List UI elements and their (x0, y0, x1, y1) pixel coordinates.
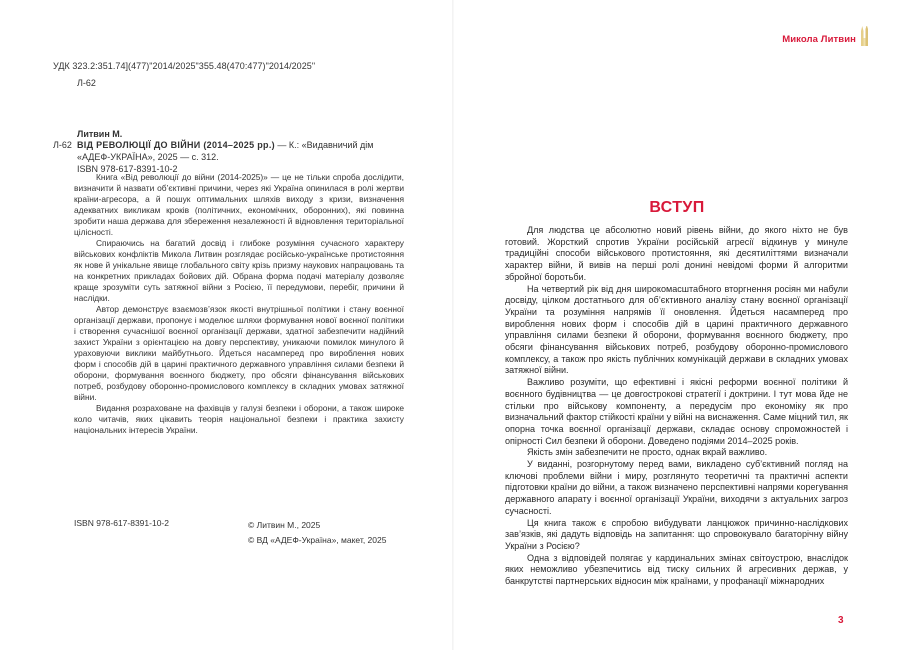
body-paragraph: Ця книга також є спробою вибудувати ланцюжок причинно-наслідкових зав’язків, які дадуть відповідь на запитання: що спровокувало багаторічну війну України з Росією? (505, 517, 848, 551)
body-paragraph: Для людства це абсолютно новий рівень війни, до якого ніхто не був готовий. Жорсткий спротив України російській агресії відкинув у минуле традиційні способи військового протистояння, які десятиліттями визначали характер війни, й вивів на перші ролі донині невідомі форми й алгоритми збройної боротьби. (505, 225, 848, 282)
annotation-paragraph: Книга «Від революції до війни (2014-2025)» — це не тільки спроба дослідити, визначити й назвати об’єктивні причини, через які Україна опинилася в ролі жертви країни-агресора, а й пошук оптимальних шляхів виходу з кризи, визначення адекватних викликам кроків (політичних, економічних, оборонних), які повинна зробити наша держава для збереження незалежності й відновлення територіальної цілісності. (74, 172, 404, 237)
running-head-author: Микола Литвин (782, 34, 856, 45)
intro-body (505, 225, 848, 588)
isbn-footer: ISBN 978-617-8391-10-2 (74, 518, 169, 528)
body-paragraph: На четвертий рік від дня широкомасштабного вторгнення росіян ми набули досвіду, цілком достатнього для об’єктивного аналізу стану воєнної організації України та розуміння напрямів її оновлення. Йдеться насамперед про вироблення нових форм і способів дій в царині практичного державного управління силами безпеки й оборони, формування воєнного бюджету, про обсяги фінансування військових потреб, розбудову оборонно-промислового комплексу, а також про якість публічних комунікацій держави в складних умовах затяжної війни. (505, 283, 848, 376)
body-paragraph: Одна з відповідей полягає у кардинальних змінах світоустрою, внаслідок яких неможливо убезпечитись від тиску сильних й агресивних держав, у банкрутстві партнерських відносин між країнами, у профанації міжнародних (505, 552, 848, 587)
body-paragraph: У виданні, розгорнутому перед вами, викладено суб’єктивний погляд на ключові проблеми війни і миру, розглянуто теоретичні та практичні аспекти підготовки країни до війни, а також визначено перспективні напрями корегування державного апарату і воєнної організації України, виходячи з актуальних загроз сучасності. (505, 459, 848, 516)
annotation-paragraph: Автор демонструє взаємозв’язок якості внутрішньої політики і стану воєнної організації держави, пропонує і моделює шляхи формування нової воєнної політики і створення сучаснішої воєнної організації держави, здатної забезпечити надійний захист України з орієнтацією на довгу перспективу, уникаючи помилок минулого й ураховуючи виклики майбутнього. Йдеться насамперед про вироблення нових форм і способів дій в царині практичного державного управління силами безпеки й оборони, формування воєнного бюджету, про обсяги фінансування військових потреб, розбудову оборонно-промислового комплексу в складних умовах затяжної війни. (74, 304, 404, 402)
biblio-entry (53, 140, 403, 163)
running-head (782, 26, 870, 46)
biblio-description (77, 140, 403, 163)
tower-logo-icon (860, 26, 870, 46)
annotation (74, 172, 404, 436)
bibliographic-record (53, 129, 403, 175)
biblio-isbn: ISBN 978-617-8391-10-2 (77, 163, 178, 174)
biblio-author: Литвин М. (77, 129, 123, 139)
body-paragraph: Важливо розуміти, що ефективні і якісні реформи воєнної політики й воєнного будівництва — це довгострокові стратегії і доктрини. І тут мова йде не стільки про військову компоненту, а передусім про економіку як про визначальний фактор стійкості країни у війні на виснаження. Саме міцний тил, як опорна точка воєнної організації держави, складає основу спроможностей і опірності Сил безпеки й оборони. Доведено подіями 2014–2025 років. (505, 377, 848, 446)
page-number: 3 (838, 615, 844, 626)
annotation-paragraph: Спираючись на багатий досвід і глибоке розуміння сучасного характеру військових конфліктів Микола Литвин розглядає російсько-українське протистояння як нове й унікальне явище глобального світу крізь призму наукових напрацювань та на конкретних прикладах бойових дій. Обрана форма подачі матеріалу дозволяє краще зрозуміти суть затяжної війни з Росією, її передумови, перебіг, причини й наслідки. (74, 238, 404, 303)
copyright-author: © Литвин М., 2025 (248, 520, 321, 530)
publisher-info: — К.: «Видавничий дім «АДЕФ-УКРАЇНА», 2025 — с. 312. (77, 140, 374, 162)
copyright-publisher: © ВД «АДЕФ-Україна», макет, 2025 (248, 535, 387, 545)
annotation-paragraph: Видання розраховане на фахівців у галузі безпеки і оборони, а також широке коло читачів, яких цікавить теорія національної безпеки і практика захисту національних інтересів України. (74, 403, 404, 435)
body-paragraph: Якість змін забезпечити не просто, однак вкрай важливо. (527, 447, 768, 458)
author-mark: Л-62 (77, 78, 96, 88)
copyright-block (248, 518, 386, 548)
biblio-mark: Л-62 (53, 140, 72, 151)
udk-classification: УДК 323.2:351.74](477)"2014/2025"355.48(470:477)"2014/2025" (53, 61, 316, 71)
book-title: ВІД РЕВОЛЮЦІЇ ДО ВІЙНИ (2014–2025 рр.) (77, 140, 275, 151)
chapter-title: ВСТУП (649, 199, 705, 216)
